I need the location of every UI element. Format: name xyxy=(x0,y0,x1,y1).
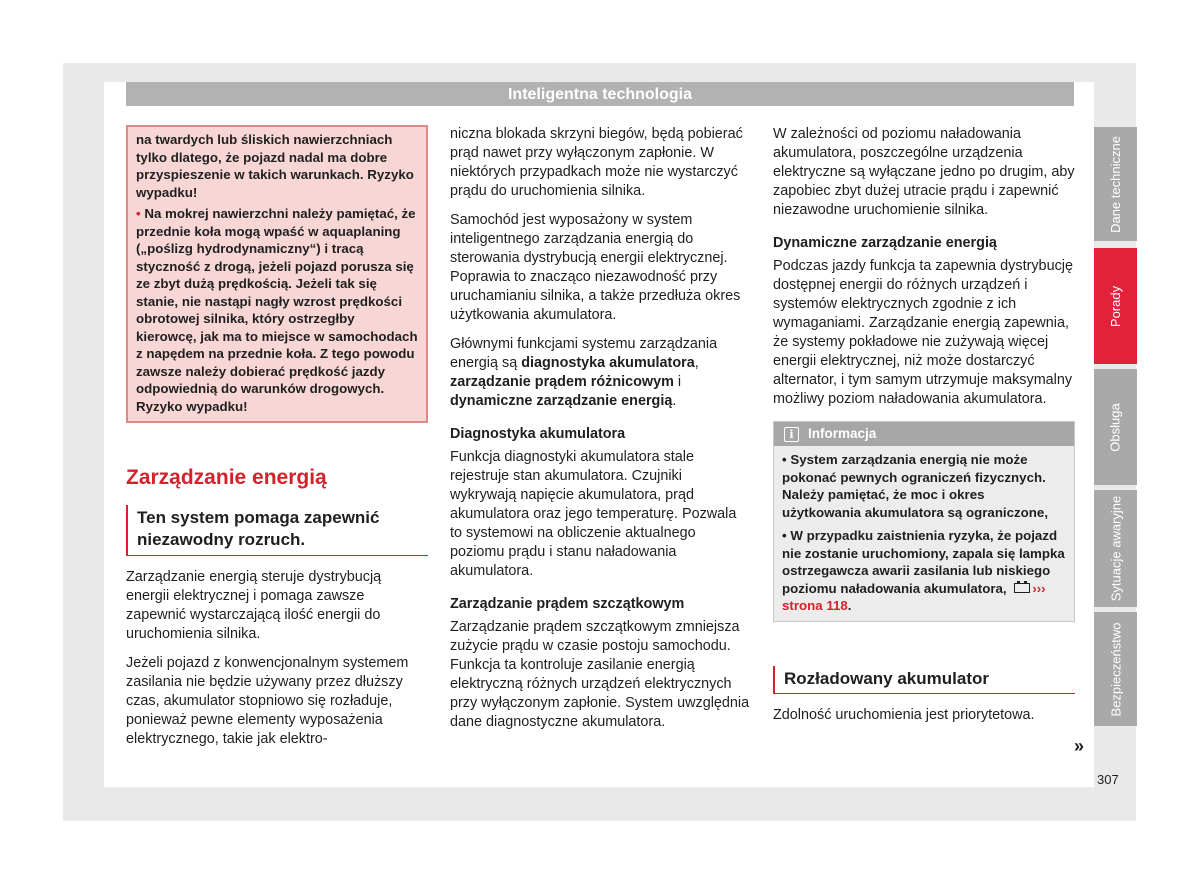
warning-text-1: na twardych lub śliskich nawierzchniach tylko dlatego, że pojazd nadal ma dobre przyspieszenie w takich warunkach. Ryzyko wypadku! xyxy=(136,132,414,200)
heading-residual-current: Zarządzanie prądem szczątkowym xyxy=(450,596,685,612)
tab-dane-techniczne[interactable] xyxy=(1094,127,1137,241)
text-run: . xyxy=(672,393,677,409)
info-header xyxy=(774,422,1074,446)
continue-marker: » xyxy=(1074,736,1085,756)
info-item: • System zarządzania energią nie może pokonać pewnych ograniczeń fizycznych. Należy pamiętać, że moc i okres użytkowania akumulatora są ograniczone, xyxy=(782,452,1049,520)
tab-bezpieczenstwo[interactable] xyxy=(1094,612,1137,726)
tab-label: Bezpieczeństwo xyxy=(1108,622,1124,716)
text-run: i xyxy=(673,374,682,390)
paragraph: W zależności od poziomu naładowania akumulatora, poszczególne urządzenia elektryczne są wyłączane jedno po drugim, aby zapobiec zbyt dużej utracie prądu i zapewnić niezawodne uruchomienie silnika. xyxy=(773,126,1075,218)
paragraph: Podczas jazdy funkcja ta zapewnia dystrybucję dostępnej energii do różnych urządzeń i systemów elektrycznych zgodnie z ich wymaganiami. Zarządzanie energią zapewnia, że systemy pokładowe nie zużywają więcej energii elektrycznej, niż może dostarczyć alternator, i tym samym utrzymuje maksymalny możliwy poziom naładowania akumulatora. xyxy=(773,258,1073,407)
warning-text-2: Na mokrej nawierzchni należy pamiętać, że przednie koła mogą wpaść w aquaplaning („poślizg hydrodynamiczny“) i tracą styczność z drogą, jeżeli pojazd porusza się ze zbyt dużą prędkością. Jeżeli tak się stanie, nie nastąpi nagły wzrost prędkości obrotowej silnika, który ostrzegłby kierowcę, jak ma to miejsce w samochodach z napędem na przednie koła. Z tego powodu zawsze należy dobierać prędkość jazdy odpowiednią do warunków drogowych. Ryzyko wypadku! xyxy=(136,206,418,414)
tab-porady[interactable] xyxy=(1094,248,1137,364)
warning-item xyxy=(136,205,418,415)
heading-battery-diagnostics: Diagnostyka akumulatora xyxy=(450,426,626,442)
info-box xyxy=(773,421,1075,622)
paragraph: Zarządzanie energią steruje dystrybucją energii elektrycznej i pomaga zawsze zapewnić wystarczającą ilość energii do uruchomienia silnika. xyxy=(126,569,382,642)
tab-obsluga[interactable] xyxy=(1094,369,1137,485)
paragraph: Zarządzanie prądem szczątkowym zmniejsza zużycie prądu w czasie postoju samochodu. Funkcja ta kontroluje zasilanie energią elektryczną różnych urządzeń elektrycznych przy wyłączonym zapłonie. System uwzględnia dane diagnostyczne akumulatora. xyxy=(450,619,750,730)
heading-dynamic-energy: Dynamiczne zarządzanie energią xyxy=(773,235,997,251)
info-body xyxy=(774,446,1074,621)
info-icon: i xyxy=(784,427,799,442)
warning-box xyxy=(126,125,428,423)
tab-label: Dane techniczne xyxy=(1108,135,1123,233)
term-battery-diagnostics: diagnostyka akumulatora xyxy=(521,355,695,371)
info-item-text: • W przypadku zaistnienia ryzyka, że pojazd nie zostanie uruchomiony, zapala się lampka ostrzegawcza awarii zasilania lub niskiego poziomu naładowania akumulatora, xyxy=(782,528,1065,596)
text-run: . xyxy=(847,598,852,613)
term-dynamic-energy: dynamiczne zarządzanie energią xyxy=(450,393,673,409)
battery-icon xyxy=(1014,583,1030,593)
paragraph: Jeżeli pojazd z konwencjonalnym systemem zasilania nie będzie używany przez dłuższy czas, akumulator stopniowo się rozładuje, ponieważ pewne elementy wyposażenia elektrycznego, takie jak elektro- xyxy=(126,655,409,747)
tab-label: Porady xyxy=(1107,285,1123,327)
chapter-header: Inteligentna technologia xyxy=(126,82,1074,106)
paragraph: niczna blokada skrzyni biegów, będą pobierać prąd nawet przy wyłączonym zapłonie. W niektórych przypadkach może nie wystarczyć prądu do uruchomienia silnika. xyxy=(450,126,743,199)
tab-sytuacje-awaryjne[interactable] xyxy=(1094,490,1137,607)
section-title: Zarządzanie energią xyxy=(126,466,327,489)
page-number: 307 xyxy=(1097,772,1119,787)
subsection-title: Ten system pomaga zapewnić niezawodny rozruch. xyxy=(126,505,428,556)
paragraph: Zdolność uruchomienia jest priorytetowa. xyxy=(773,706,1035,723)
paragraph-main-functions xyxy=(450,335,750,411)
text-run: , xyxy=(694,355,699,371)
column-3 xyxy=(773,125,1075,735)
subsection-title: Rozładowany akumulator xyxy=(773,666,1075,694)
info-item xyxy=(782,527,1066,615)
info-title: Informacja xyxy=(808,426,877,441)
column-1 xyxy=(126,125,428,759)
paragraph: Funkcja diagnostyki akumulatora stale rejestruje stan akumulatora. Czujniki wykrywają napięcie akumulatora, prąd akumulatora oraz jego temperaturę. Pozwala to systemowi na obliczenie aktualnego poziomu prądu i stanu naładowania akumulatora. xyxy=(450,449,737,579)
term-residual-current: zarządzanie prądem różnicowym xyxy=(450,374,674,390)
paragraph: Samochód jest wyposażony w system inteligentnego zarządzania energią do sterowania dystrybucją energii elektrycznej. Poprawia to znacząco niezawodność przy uruchamianiu silnika, a także przedłuża okres użytkowania akumulatora. xyxy=(450,212,741,323)
bullet-icon: • xyxy=(136,206,141,221)
text-run: Głównymi funkcjami systemu zarządzania energią są xyxy=(450,336,718,371)
page-reference-link[interactable]: ››› strona 118 xyxy=(782,580,1046,613)
column-2 xyxy=(450,125,750,742)
tab-label: Sytuacje awaryjne xyxy=(1108,495,1123,602)
tab-label: Obsługa xyxy=(1108,402,1124,452)
